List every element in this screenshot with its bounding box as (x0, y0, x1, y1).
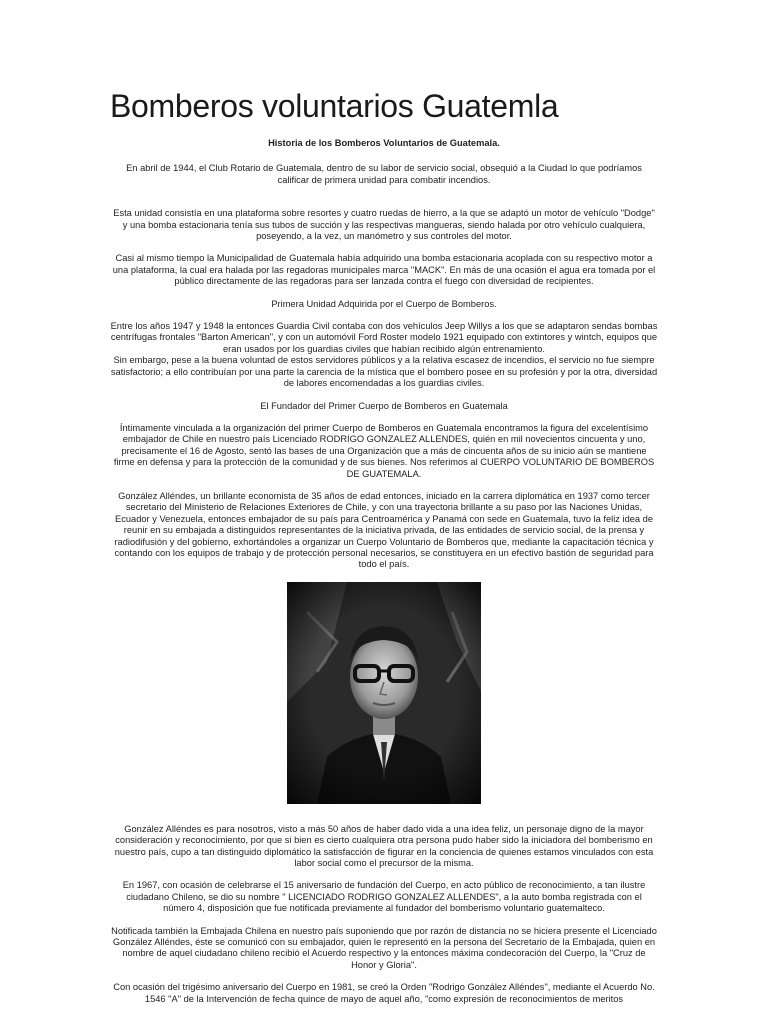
portrait-photo (287, 582, 481, 804)
paragraph: En 1967, con ocasión de celebrarse el 15 aniversario de fundación del Cuerpo, en acto público de reconocimiento, a tan ilustre ciudadano Chileno, se dio su nombre " LICENCIADO RODRIGO GONZALEZ ALLENDES", a la auto bomba registrada con el número 4, disposición que fue notificada previamente al fundador del bomberismo voluntario guatemalteco. (122, 880, 646, 914)
photo-container (110, 582, 658, 804)
document-body (110, 138, 658, 1016)
paragraph: En abril de 1944, el Club Rotario de Guatemala, dentro de su labor de servicio social, obsequió a la Ciudad lo que podríamos calificar de primera unidad para combatir incendios. (126, 163, 642, 185)
subheading: El Fundador del Primer Cuerpo de Bomberos en Guatemala (260, 400, 508, 411)
paragraph: Notificada también la Embajada Chilena en nuestro país suponiendo que por razón de distancia no se hiciera presente el Licenciado González Alléndes, éste se comunicó con su embajador, quien le representó en la persona del Secretario de la Embajada, quien en nombre de aquel ciudadano chileno recibió el Acuerdo respectivo y la entonces máxima condecoración del Cuerpo, la "Cruz de Honor y Gloria". (111, 925, 657, 970)
paragraph: Entre los años 1947 y 1948 la entonces Guardia Civil contaba con dos vehículos Jeep Willys a los que se adaptaron sendas bombas centrífugas frontales "Barton American", y con un automóvil Ford Roster modelo 1921 equipado con extintores y wintch, equipos que eran usados por los guardias civiles que habían recibido algún entrenamiento. (110, 321, 658, 354)
paragraph: Esta unidad consistía en una plataforma sobre resortes y cuatro ruedas de hierro, a la que se adaptó un motor de vehículo "Dodge" y una bomba estacionaria tenía sus tubos de succión y las respectivas mangueras, siendo halada por otro vehículo cualquiera, poseyendo, a la vez, un manómetro y sus controles del motor. (113, 208, 655, 242)
page-title: Bomberos voluntarios Guatemla (110, 88, 559, 124)
paragraph: González Alléndes, un brillante economista de 35 años de edad entonces, iniciado en la carrera diplomática en 1937 como tercer secretario del Ministerio de Relaciones Exteriores de Chile, y con una trayectoria brillante a su paso por las Naciones Unidas, Ecuador y Venezuela, entonces embajador de su país para Centroamérica y Panamá con sede en Guatemala, tuvo la feliz idea de reunir en su embajada a distinguidos representantes de la iniciativa privada, de las entidades de servicio social, de la prensa y radiodifusión y del gobierno, exhortándoles a organizar un Cuerpo Voluntario de Bomberos que, mediante la capacitación técnica y contando con los equipos de trabajo y de protección personal necesarios, se constituyera en un efectivo bastión de seguridad para todo el país. (114, 490, 654, 570)
paragraph: Con ocasión del trigésimo aniversario del Cuerpo en 1981, se creó la Orden "Rodrigo González Alléndes", mediante el Acuerdo No. 1546 "A" de la Intervención de fecha quince de mayo de aquel año, "como expresión de reconocimientos de meritos (113, 982, 655, 1004)
section-heading: Historia de los Bomberos Voluntarios de Guatemala. (268, 138, 500, 148)
paragraph: Íntimamente vinculada a la organización del primer Cuerpo de Bomberos en Guatemala encontramos la figura del excelentísimo embajador de Chile en nuestro país Licenciado RODRIGO GONZALEZ ALLENDES, quién en mil novecientos cincuenta y uno, precisamente el 16 de Agosto, sentó las bases de una Organización que a más de cincuenta años de su inicio aún se mantiene firme en defensa y para la protección de la comunidad y de sus bienes. Nos referimos al CUERPO VOLUNTARIO DE BOMBEROS DE GUATEMALA. (113, 422, 655, 479)
paragraph: Casi al mismo tiempo la Municipalidad de Guatemala había adquirido una bomba estacionaria acoplada con su respectivo motor a una plataforma, la cual era halada por las regadoras municipales marca "MACK". En más de una ocasión el agua era tomada por el público directamente de las regadoras para ser lanzada contra el fuego con diversidad de recipientes. (112, 253, 656, 287)
paragraph: Sin embargo, pese a la buena voluntad de estos servidores públicos y a la relativa escasez de incendios, el servicio no fue siempre satisfactorio; a ello contribuían por una parte la carencia de la mística que el bombero posee en su profesión y por la otra, diversidad de labores encomendadas a los guardias civiles. (110, 355, 658, 389)
portrait-illustration (287, 582, 481, 804)
paragraph: González Alléndes es para nosotros, visto a más 50 años de haber dado vida a una idea feliz, un personaje digno de la mayor consideración y reconocimiento, por que si bien es cierto cualquiera otra persona pudo haber sido la iniciadora del bomberismo en nuestro país, cupo a tan distinguido diplomático la satisfacción de figurar en la conciencia de quienes estamos vinculados con esta labor social como el precursor de la misma. (114, 823, 654, 868)
subheading: Primera Unidad Adquirida por el Cuerpo de Bomberos. (271, 298, 497, 309)
